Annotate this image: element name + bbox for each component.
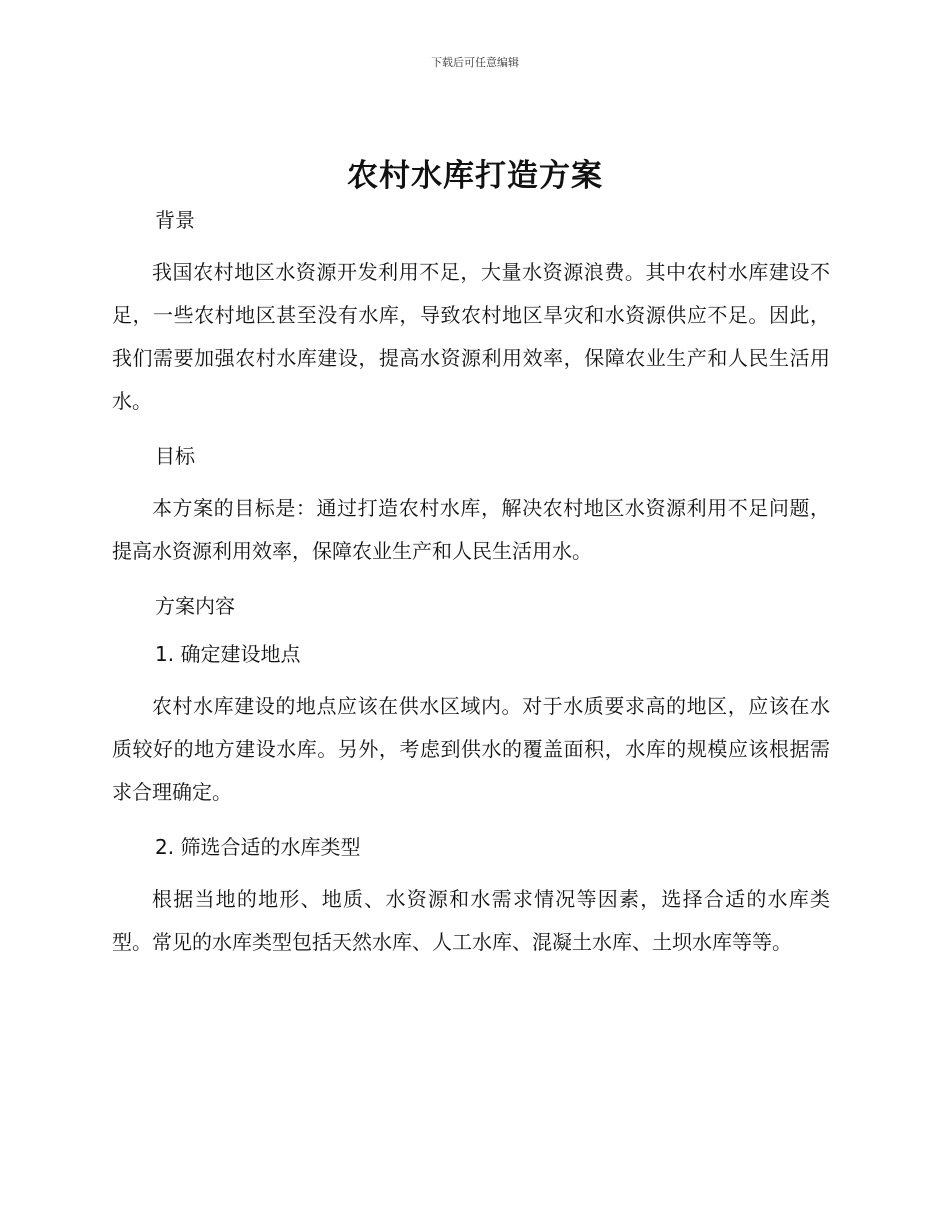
section-heading-plan: 方案内容 (155, 594, 235, 618)
section-heading-background: 背景 (155, 208, 195, 232)
document-title: 农村水库打造方案 (347, 158, 603, 194)
subheading-item-2: 2. 筛选合适的水库类型 (155, 835, 361, 859)
header-note: 下载后可任意编辑 (431, 56, 519, 69)
section-heading-goal: 目标 (155, 444, 195, 468)
paragraph-background: 我国农村地区水资源开发利用不足，大量水资源浪费。其中农村水库建设不足，一些农村地区甚至没有水库，导致农村地区旱灾和水资源供应不足。因此，我们需要加强农村水库建设，提高水资源利用效率，保障农业生产和人民生活用水。 (112, 260, 830, 413)
subheading-item-1: 1. 确定建设地点 (155, 642, 301, 666)
paragraph-item-1: 农村水库建设的地点应该在供水区域内。对于水质要求高的地区，应该在水质较好的地方建设水库。另外，考虑到供水的覆盖面积，水库的规模应该根据需求合理确定。 (112, 694, 830, 804)
document-body (112, 200, 830, 964)
paragraph-goal: 本方案的目标是：通过打造农村水库，解决农村地区水资源利用不足问题，提高水资源利用效率，保障农业生产和人民生活用水。 (112, 496, 830, 563)
paragraph-item-2: 根据当地的地形、地质、水资源和水需求情况等因素，选择合适的水库类型。常见的水库类型包括天然水库、人工水库、混凝土水库、土坝水库等等。 (112, 887, 830, 954)
